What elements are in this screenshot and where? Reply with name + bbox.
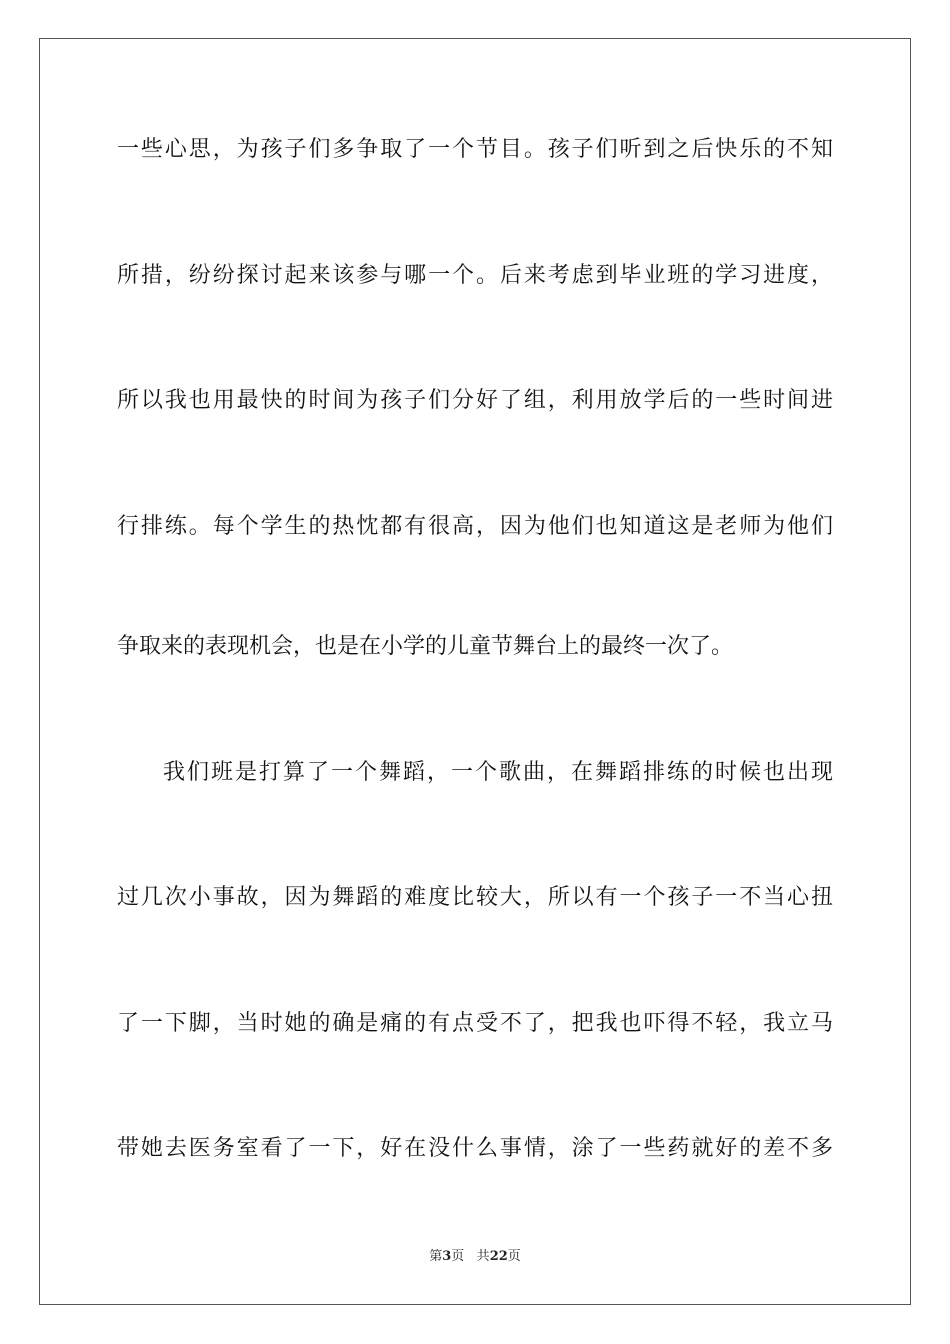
footer-total-suffix: 页: [507, 1249, 521, 1264]
footer-page-suffix: 页: [451, 1249, 465, 1264]
text-line-7: 过几次小事故，因为舞蹈的难度比较大，所以有一个孩子一不当心扭: [117, 885, 833, 910]
text-line-2: 所措，纷纷探讨起来该参与哪一个。后来考虑到毕业班的学习进度，: [117, 263, 833, 288]
footer-total-prefix: 共: [476, 1249, 490, 1264]
text-line-5: 争取来的表现机会，也是在小学的儿童节舞台上的最终一次了。: [117, 634, 734, 659]
text-line-1: 一些心思，为孩子们多争取了一个节目。孩子们听到之后快乐的不知: [117, 137, 833, 162]
footer-page-prefix: 第: [429, 1249, 443, 1264]
text-line-3: 所以我也用最快的时间为孩子们分好了组，利用放学后的一些时间进: [117, 388, 833, 413]
text-line-9: 带她去医务室看了一下，好在没什么事情，涂了一些药就好的差不多: [117, 1136, 833, 1161]
page-footer: [0, 1248, 950, 1266]
text-line-6: 我们班是打算了一个舞蹈，一个歌曲，在舞蹈排练的时候也出现: [163, 760, 833, 785]
text-line-4: 行排练。每个学生的热忱都有很高，因为他们也知道这是老师为他们: [117, 514, 833, 539]
footer-page-number: 3: [442, 1249, 452, 1264]
page-frame: [39, 38, 911, 1305]
text-line-8: 了一下脚，当时她的确是痛的有点受不了，把我也吓得不轻，我立马: [117, 1011, 833, 1036]
footer-total-pages: 22: [489, 1249, 508, 1264]
